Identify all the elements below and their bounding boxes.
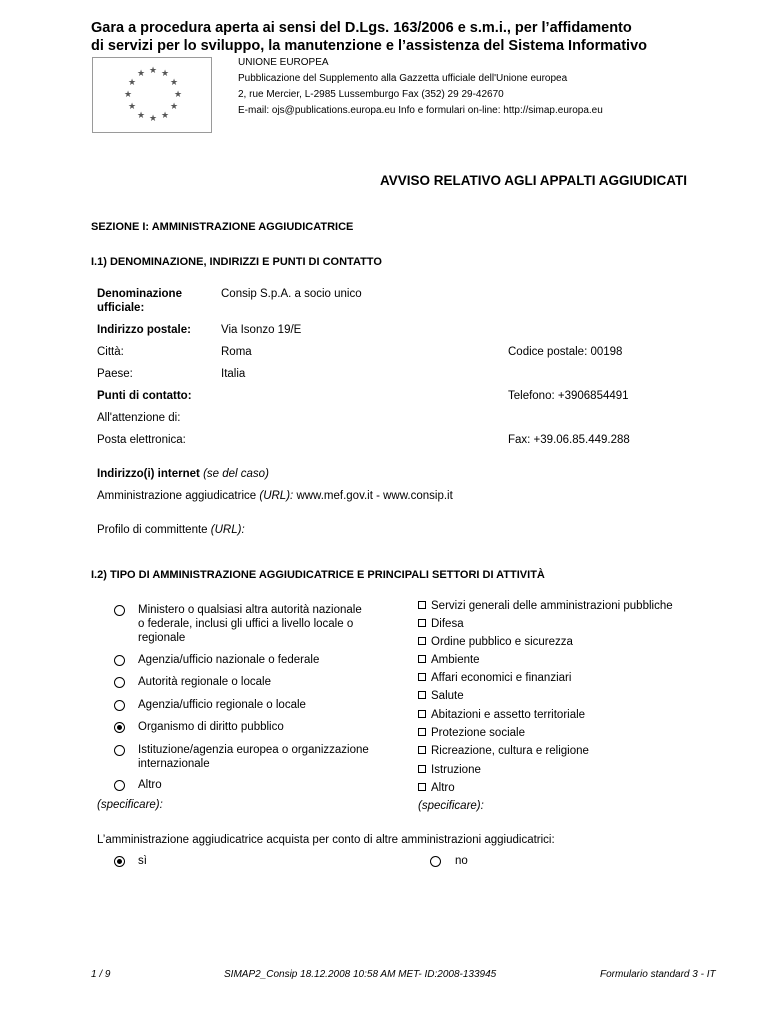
- checkbox-istruzione[interactable]: [418, 765, 426, 773]
- sector-servizi-generali: Servizi generali delle amministrazioni pubbliche: [431, 600, 673, 612]
- option-istituzione-europea: Istituzione/agenzia europea o organizzazione internazionale: [138, 744, 369, 770]
- checkbox-ordine-pubblico[interactable]: [418, 637, 426, 645]
- eu-flag-logo: [92, 57, 212, 133]
- publisher-line: Pubblicazione del Supplemento alla Gazzetta ufficiale dell'Unione europea: [238, 73, 568, 84]
- publisher-line: E-mail: ojs@publications.europa.eu Info e formulari on-line: http://simap.europa.eu: [238, 105, 603, 116]
- checkbox-salute[interactable]: [418, 691, 426, 699]
- internet-heading: Indirizzo(i) internet (se del caso): [97, 468, 269, 480]
- sector-altro: Altro: [431, 782, 455, 794]
- citta-value: Roma: [221, 346, 252, 358]
- option-altro: Altro: [138, 779, 162, 791]
- sector-ricreazione: Ricreazione, cultura e religione: [431, 745, 589, 757]
- denominazione-label: Denominazione ufficiale:: [97, 288, 182, 314]
- option-agenzia-regionale: Agenzia/ufficio regionale o locale: [138, 699, 306, 711]
- star-icon: ★: [149, 113, 158, 123]
- star-icon: ★: [170, 77, 179, 87]
- sector-affari-economici: Affari economici e finanziari: [431, 672, 572, 684]
- star-icon: ★: [170, 101, 179, 111]
- denominazione-value: Consip S.p.A. a socio unico: [221, 288, 362, 300]
- specificare-right: (specificare):: [418, 800, 484, 812]
- option-organismo-diritto-pubblico: Organismo di diritto pubblico: [138, 721, 284, 733]
- sector-salute: Salute: [431, 690, 464, 702]
- star-icon: ★: [149, 65, 158, 75]
- star-icon: ★: [124, 89, 133, 99]
- indirizzo-label: Indirizzo postale:: [97, 324, 191, 336]
- option-agenzia-nazionale: Agenzia/ufficio nazionale o federale: [138, 654, 320, 666]
- sector-ordine-pubblico: Ordine pubblico e sicurezza: [431, 636, 573, 648]
- sector-abitazioni: Abitazioni e assetto territoriale: [431, 709, 586, 721]
- checkbox-ambiente[interactable]: [418, 655, 426, 663]
- subsection-heading-2: I.2) TIPO DI AMMINISTRAZIONE AGGIUDICATRICE E PRINCIPALI SETTORI DI ATTIVITÀ: [91, 569, 545, 581]
- star-icon: ★: [174, 89, 183, 99]
- acquista-question: L’amministrazione aggiudicatrice acquista per conto di altre amministrazioni aggiudicatrici:: [97, 834, 555, 846]
- paese-value: Italia: [221, 368, 246, 380]
- indirizzo-value: Via Isonzo 19/E: [221, 324, 302, 336]
- sector-ambiente: Ambiente: [431, 654, 480, 666]
- admin-url-value: www.mef.gov.it - www.consip.it: [296, 490, 453, 502]
- radio-acquista-no[interactable]: [430, 856, 441, 867]
- radio-istituzione-europea[interactable]: [114, 745, 125, 756]
- sector-difesa: Difesa: [431, 618, 464, 630]
- acquista-si-label: sì: [138, 855, 147, 867]
- citta-label: Città:: [97, 346, 124, 358]
- footer-page-number: 1 / 9: [91, 969, 111, 980]
- admin-url-row: Amministrazione aggiudicatrice (URL): www.mef.gov.it - www.consip.it: [97, 490, 453, 502]
- radio-altro[interactable]: [114, 780, 125, 791]
- star-icon: ★: [161, 68, 170, 78]
- checkbox-servizi-generali[interactable]: [418, 601, 426, 609]
- radio-autorita-regionale[interactable]: [114, 677, 125, 688]
- radio-acquista-si[interactable]: [114, 856, 125, 867]
- telefono: Telefono: +3906854491: [508, 390, 629, 402]
- option-autorita-regionale: Autorità regionale o locale: [138, 676, 271, 688]
- notice-title: AVVISO RELATIVO AGLI APPALTI AGGIUDICATI: [380, 173, 687, 188]
- specificare-left: (specificare):: [97, 799, 163, 811]
- title-line-1: Gara a procedura aperta ai sensi del D.Lgs. 163/2006 e s.m.i., per l’affidamento: [91, 20, 632, 36]
- footer-form-name: Formulario standard 3 - IT: [600, 969, 716, 980]
- fax: Fax: +39.06.85.449.288: [508, 434, 630, 446]
- title-line-2: di servizi per lo sviluppo, la manutenzione e l’assistenza del Sistema Informativo: [91, 38, 647, 54]
- option-ministero: Ministero o qualsiasi altra autorità nazionale o federale, inclusi gli uffici a livello locale o regionale: [138, 604, 362, 644]
- sector-istruzione: Istruzione: [431, 764, 481, 776]
- checkbox-protezione-sociale[interactable]: [418, 728, 426, 736]
- checkbox-difesa[interactable]: [418, 619, 426, 627]
- checkbox-affari-economici[interactable]: [418, 673, 426, 681]
- publisher-info: [238, 55, 603, 119]
- section-heading: SEZIONE I: AMMINISTRAZIONE AGGIUDICATRICE: [91, 221, 354, 233]
- checkbox-abitazioni[interactable]: [418, 710, 426, 718]
- attenzione-label: All'attenzione di:: [97, 412, 181, 424]
- publisher-line: UNIONE EUROPEA: [238, 57, 329, 68]
- sector-protezione-sociale: Protezione sociale: [431, 727, 525, 739]
- radio-organismo-diritto-pubblico[interactable]: [114, 722, 125, 733]
- acquista-no-label: no: [455, 855, 468, 867]
- checkbox-ricreazione[interactable]: [418, 746, 426, 754]
- star-icon: ★: [161, 110, 170, 120]
- document-title: [91, 19, 751, 55]
- punti-contatto-label: Punti di contatto:: [97, 390, 192, 402]
- paese-label: Paese:: [97, 368, 133, 380]
- radio-agenzia-regionale[interactable]: [114, 700, 125, 711]
- star-icon: ★: [137, 110, 146, 120]
- star-icon: ★: [128, 101, 137, 111]
- codice-postale: Codice postale: 00198: [508, 346, 623, 358]
- radio-ministero[interactable]: [114, 605, 125, 616]
- star-icon: ★: [137, 68, 146, 78]
- posta-elettronica-label: Posta elettronica:: [97, 434, 186, 446]
- footer-document-id: SIMAP2_Consip 18.12.2008 10:58 AM MET- ID:2008-133945: [224, 969, 497, 980]
- checkbox-altro[interactable]: [418, 783, 426, 791]
- radio-agenzia-nazionale[interactable]: [114, 655, 125, 666]
- profilo-committente-row: Profilo di committente (URL):: [97, 524, 245, 536]
- star-icon: ★: [128, 77, 137, 87]
- subsection-heading-1: I.1) DENOMINAZIONE, INDIRIZZI E PUNTI DI CONTATTO: [91, 256, 382, 268]
- publisher-line: 2, rue Mercier, L-2985 Lussemburgo Fax (352) 29 29-42670: [238, 89, 504, 100]
